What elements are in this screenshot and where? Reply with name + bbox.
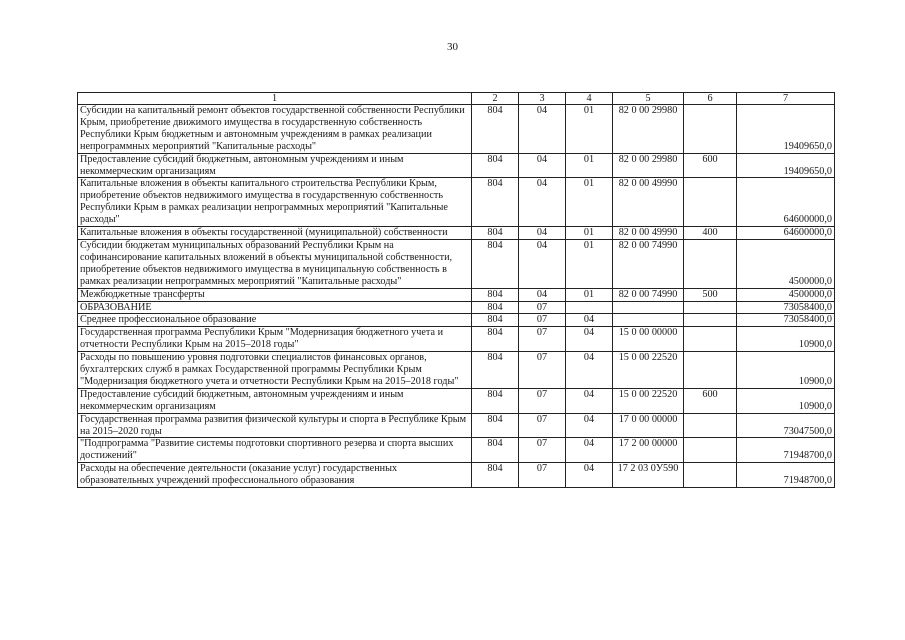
row-code: 82 0 00 49990	[613, 178, 684, 227]
row-amount: 73058400,0	[737, 314, 835, 327]
row-col-3: 04	[519, 153, 566, 178]
row-col-3: 07	[519, 438, 566, 463]
row-col-3: 07	[519, 314, 566, 327]
column-header: 4	[566, 93, 613, 105]
row-col-4: 04	[566, 463, 613, 488]
row-col-4: 04	[566, 327, 613, 352]
column-header: 2	[472, 93, 519, 105]
row-col-4: 01	[566, 288, 613, 301]
row-col-2: 804	[472, 105, 519, 154]
row-type-code	[684, 352, 737, 389]
row-col-3: 04	[519, 227, 566, 240]
column-header: 7	[737, 93, 835, 105]
row-col-3: 04	[519, 288, 566, 301]
row-description: Государственная программа Республики Крым "Модернизация бюджетного учета и отчетности Республики Крым на 2015–2018 годы"	[78, 327, 472, 352]
row-amount: 64600000,0	[737, 227, 835, 240]
row-amount: 10900,0	[737, 327, 835, 352]
row-description: Капитальные вложения в объекты государственной (муниципальной) собственности	[78, 227, 472, 240]
row-col-2: 804	[472, 463, 519, 488]
row-col-3: 04	[519, 178, 566, 227]
row-amount: 19409650,0	[737, 153, 835, 178]
header-row	[78, 93, 835, 105]
row-description: Предоставление субсидий бюджетным, автономным учреждениям и иным некоммерческим организациям	[78, 153, 472, 178]
row-amount: 19409650,0	[737, 105, 835, 154]
row-col-3: 07	[519, 301, 566, 314]
row-code: 82 0 00 49990	[613, 227, 684, 240]
table-row	[78, 463, 835, 488]
row-type-code: 600	[684, 153, 737, 178]
table-row	[78, 239, 835, 288]
table-row	[78, 153, 835, 178]
row-type-code	[684, 105, 737, 154]
row-amount: 64600000,0	[737, 178, 835, 227]
row-col-2: 804	[472, 288, 519, 301]
table-row	[78, 105, 835, 154]
page-number: 30	[447, 41, 458, 53]
row-code	[613, 314, 684, 327]
row-description: Капитальные вложения в объекты капитального строительства Республики Крым, приобретение объектов недвижимого имущества в государственную собственность Республики Крым в рамках реализации непрограммных мероприятий "Капитальные расходы"	[78, 178, 472, 227]
row-description: Государственная программа развития физической культуры и спорта в Республике Крым на 2015–2020 годы	[78, 413, 472, 438]
row-type-code	[684, 239, 737, 288]
column-header: 3	[519, 93, 566, 105]
table-row	[78, 301, 835, 314]
row-col-4: 01	[566, 239, 613, 288]
row-code: 15 0 00 22520	[613, 388, 684, 413]
row-col-4: 01	[566, 105, 613, 154]
row-code: 82 0 00 29980	[613, 105, 684, 154]
column-header: 1	[78, 93, 472, 105]
row-description: Среднее профессиональное образование	[78, 314, 472, 327]
row-type-code	[684, 413, 737, 438]
row-code: 15 0 00 00000	[613, 327, 684, 352]
row-col-2: 804	[472, 327, 519, 352]
row-col-3: 07	[519, 327, 566, 352]
row-amount: 71948700,0	[737, 463, 835, 488]
row-code	[613, 301, 684, 314]
row-col-2: 804	[472, 153, 519, 178]
row-col-3: 07	[519, 463, 566, 488]
table-row	[78, 327, 835, 352]
row-col-4: 01	[566, 153, 613, 178]
row-code: 82 0 00 74990	[613, 288, 684, 301]
row-description: "Подпрограмма "Развитие системы подготовки спортивного резерва и спорта высших достижений"	[78, 438, 472, 463]
row-col-4: 04	[566, 413, 613, 438]
row-type-code	[684, 463, 737, 488]
row-type-code	[684, 178, 737, 227]
row-col-4: 04	[566, 438, 613, 463]
row-description: Расходы по повышению уровня подготовки специалистов финансовых органов, бухгалтерских служб в рамках Государственной программы Республики Крым "Модернизация бюджетного учета и отчетности Республики Крым на 2015–2018 годы"	[78, 352, 472, 389]
row-col-4: 04	[566, 352, 613, 389]
row-col-2: 804	[472, 388, 519, 413]
table-row	[78, 352, 835, 389]
row-col-2: 804	[472, 314, 519, 327]
row-type-code: 600	[684, 388, 737, 413]
row-type-code	[684, 438, 737, 463]
row-type-code	[684, 314, 737, 327]
row-col-3: 04	[519, 105, 566, 154]
table-row	[78, 388, 835, 413]
row-type-code: 400	[684, 227, 737, 240]
row-col-3: 07	[519, 352, 566, 389]
row-description: Межбюджетные трансферты	[78, 288, 472, 301]
row-code: 82 0 00 74990	[613, 239, 684, 288]
column-header: 5	[613, 93, 684, 105]
row-col-2: 804	[472, 301, 519, 314]
row-description: Расходы на обеспечение деятельности (оказание услуг) государственных образовательных учреждений профессионального образования	[78, 463, 472, 488]
row-col-3: 04	[519, 239, 566, 288]
table-row	[78, 438, 835, 463]
budget-table	[77, 92, 835, 488]
row-code: 17 2 00 00000	[613, 438, 684, 463]
row-amount: 73058400,0	[737, 301, 835, 314]
row-type-code	[684, 301, 737, 314]
column-header: 6	[684, 93, 737, 105]
row-type-code: 500	[684, 288, 737, 301]
table-row	[78, 314, 835, 327]
table-row	[78, 227, 835, 240]
row-description: Субсидии на капитальный ремонт объектов государственной собственности Республики Крым, приобретение движимого имущества в государственную собственность Республики Крым бюджетным и автономным учреждениям в рамках реализации непрограммных мероприятий "Капитальные расходы"	[78, 105, 472, 154]
row-code: 15 0 00 22520	[613, 352, 684, 389]
row-col-3: 07	[519, 413, 566, 438]
row-col-4: 04	[566, 314, 613, 327]
row-code: 17 0 00 00000	[613, 413, 684, 438]
table-row	[78, 178, 835, 227]
row-col-3: 07	[519, 388, 566, 413]
row-type-code	[684, 327, 737, 352]
row-col-4: 01	[566, 178, 613, 227]
row-col-2: 804	[472, 227, 519, 240]
table-row	[78, 288, 835, 301]
row-amount: 73047500,0	[737, 413, 835, 438]
row-col-2: 804	[472, 413, 519, 438]
table-row	[78, 413, 835, 438]
row-amount: 4500000,0	[737, 288, 835, 301]
row-description: ОБРАЗОВАНИЕ	[78, 301, 472, 314]
row-col-2: 804	[472, 239, 519, 288]
row-amount: 10900,0	[737, 352, 835, 389]
row-description: Предоставление субсидий бюджетным, автономным учреждениям и иным некоммерческим организациям	[78, 388, 472, 413]
row-description: Субсидии бюджетам муниципальных образований Республики Крым на софинансирование капитальных вложений в объекты муниципальной собственности, приобретение объектов недвижимого имущества в муниципальную собственность в рамках реализации непрограммных мероприятий "Капитальные расходы"	[78, 239, 472, 288]
row-amount: 71948700,0	[737, 438, 835, 463]
row-col-2: 804	[472, 178, 519, 227]
row-amount: 4500000,0	[737, 239, 835, 288]
row-code: 17 2 03 0У590	[613, 463, 684, 488]
row-col-2: 804	[472, 352, 519, 389]
row-col-4	[566, 301, 613, 314]
row-col-2: 804	[472, 438, 519, 463]
row-col-4: 01	[566, 227, 613, 240]
row-col-4: 04	[566, 388, 613, 413]
row-code: 82 0 00 29980	[613, 153, 684, 178]
row-amount: 10900,0	[737, 388, 835, 413]
